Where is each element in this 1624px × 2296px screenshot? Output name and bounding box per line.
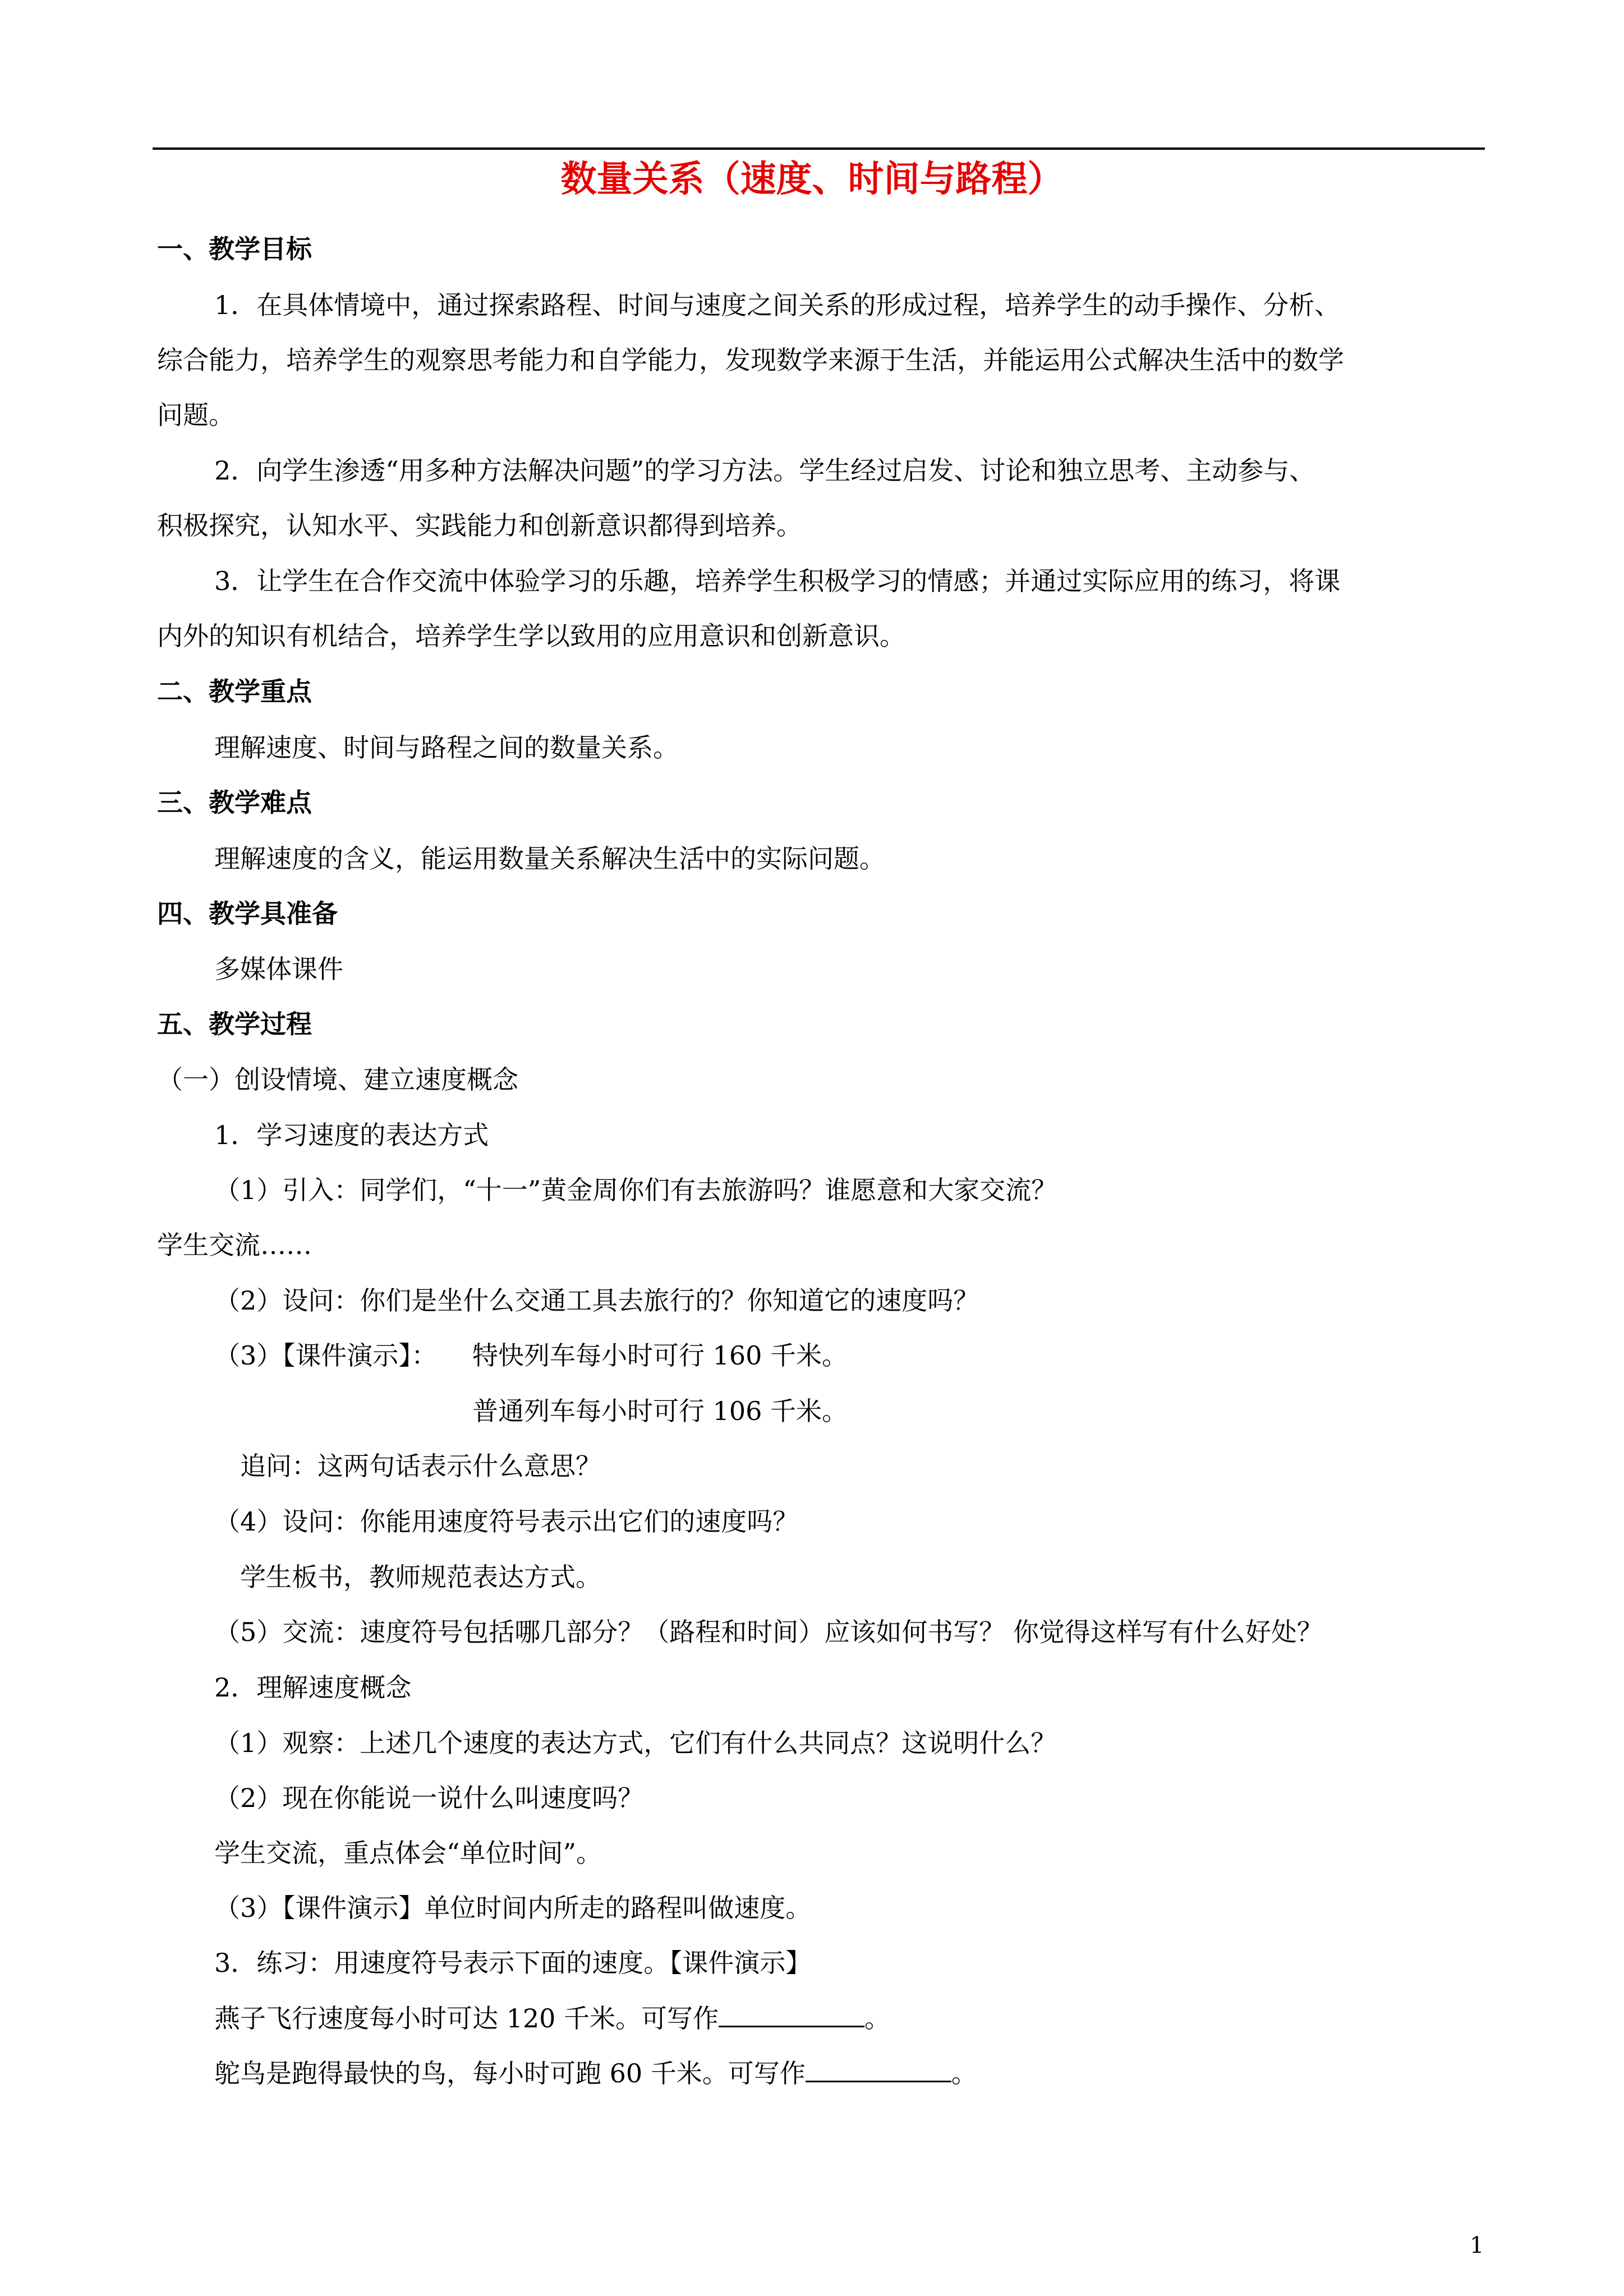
- paragraph-line: 1．学习速度的表达方式: [214, 1120, 489, 1150]
- paragraph-line: （一）创设情境、建立速度概念: [157, 1064, 518, 1095]
- paragraph-line: 内外的知识有机结合，培养学生学以致用的应用意识和创新意识。: [157, 621, 905, 651]
- paragraph-line: （2）设问：你们是坐什么交通工具去旅行的？你知道它的速度吗？: [214, 1285, 979, 1316]
- paragraph-line: 特快列车每小时可行 160 千米。: [472, 1340, 848, 1371]
- page-number: 1: [1470, 2233, 1484, 2258]
- paragraph-line: （3）【课件演示】单位时间内所走的路程叫做速度。: [214, 1893, 812, 1923]
- section-heading-goals: 一、教学目标: [157, 234, 312, 264]
- paragraph-line: 积极探究，认知水平、实践能力和创新意识都得到培养。: [157, 510, 802, 541]
- paragraph-line: （2）现在你能说一说什么叫速度吗？: [214, 1783, 644, 1813]
- paragraph-line: 学生交流……: [157, 1230, 312, 1260]
- paragraph-line: （4）设问：你能用速度符号表示出它们的速度吗？: [214, 1506, 799, 1537]
- section-heading-process: 五、教学过程: [157, 1009, 312, 1039]
- paragraph-line: 综合能力，培养学生的观察思考能力和自学能力，发现数学来源于生活，并能运用公式解决生活中的数学: [157, 345, 1344, 375]
- answer-blank: [719, 2003, 864, 2027]
- paragraph-line: 2．向学生渗透“用多种方法解决问题”的学习方法。学生经过启发、讨论和独立思考、主动参与、: [214, 455, 1315, 486]
- document-title: 数量关系（速度、时间与路程）: [560, 158, 1064, 200]
- paragraph-line: 3．让学生在合作交流中体验学习的乐趣，培养学生积极学习的情感；并通过实际应用的练习，将课: [214, 566, 1341, 596]
- exercise-line: [214, 2058, 977, 2089]
- paragraph-line: 2．理解速度概念: [214, 1672, 412, 1703]
- answer-blank: [806, 2058, 951, 2082]
- section-heading-key-points: 二、教学重点: [157, 676, 312, 707]
- paragraph-line: （1）观察：上述几个速度的表达方式，它们有什么共同点？这说明什么？: [214, 1728, 1057, 1758]
- paragraph-line: （1）引入：同学们，“十一”黄金周你们有去旅游吗？谁愿意和大家交流？: [214, 1175, 1057, 1205]
- header-rule: [153, 147, 1485, 150]
- exercise-line: [214, 2003, 890, 2034]
- paragraph-line: 理解速度、时间与路程之间的数量关系。: [214, 732, 679, 763]
- exercise-text: 鸵鸟是跑得最快的鸟，每小时可跑 60 千米。可写作: [214, 2058, 806, 2088]
- paragraph-line: 学生板书，教师规范表达方式。: [240, 1562, 601, 1592]
- paragraph-line: （3）【课件演示】：: [214, 1340, 438, 1371]
- paragraph-line: 理解速度的含义，能运用数量关系解决生活中的实际问题。: [214, 843, 885, 874]
- paragraph-line: 学生交流，重点体会“单位时间”。: [214, 1838, 602, 1868]
- paragraph-line: 1．在具体情境中，通过探索路程、时间与速度之间关系的形成过程，培养学生的动手操作、分析、: [214, 290, 1341, 320]
- section-heading-difficulties: 三、教学难点: [157, 787, 312, 818]
- paragraph-line: 问题。: [157, 400, 234, 430]
- paragraph-line: 普通列车每小时可行 106 千米。: [472, 1396, 848, 1426]
- exercise-text: 燕子飞行速度每小时可达 120 千米。可写作: [214, 2003, 719, 2034]
- exercise-end: 。: [951, 2058, 977, 2088]
- paragraph-line: 3．练习：用速度符号表示下面的速度。【课件演示】: [214, 1948, 812, 1978]
- paragraph-line: 追问：这两句话表示什么意思？: [240, 1451, 601, 1481]
- exercise-end: 。: [864, 2003, 891, 2034]
- paragraph-line: 多媒体课件: [214, 954, 343, 984]
- paragraph-line: （5）交流：速度符号包括哪几部分？（路程和时间）应该如何书写？ 你觉得这样写有什么好处？: [214, 1617, 1323, 1647]
- section-heading-materials: 四、教学具准备: [157, 898, 338, 929]
